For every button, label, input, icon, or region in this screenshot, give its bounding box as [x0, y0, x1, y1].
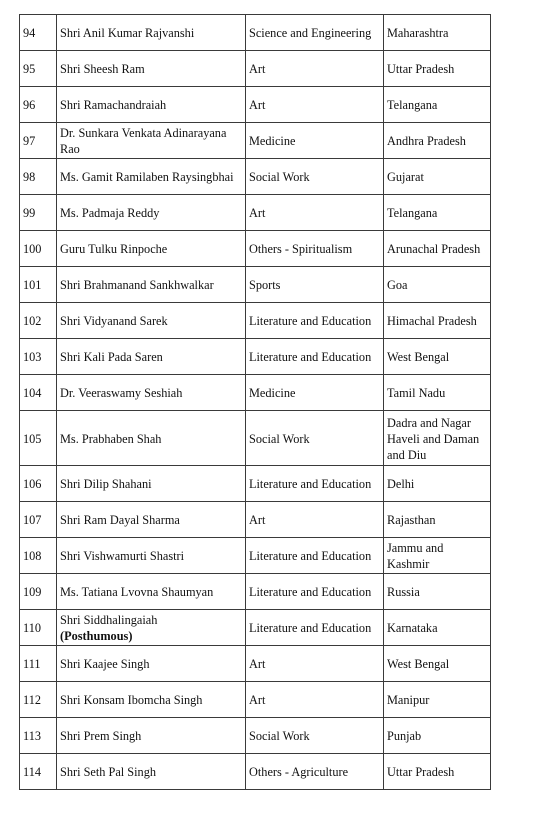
awardee-name-cell — [57, 682, 246, 718]
awardee-name-cell — [57, 267, 246, 303]
serial-number-cell: 108 — [20, 538, 57, 574]
state-cell: Delhi — [384, 466, 491, 502]
awardee-name-cell — [57, 502, 246, 538]
field-cell: Literature and Education — [246, 303, 384, 339]
awardee-name: Shri Konsam Ibomcha Singh — [60, 693, 203, 707]
state-cell: Uttar Pradesh — [384, 754, 491, 790]
table-row — [20, 303, 491, 339]
table-row — [20, 195, 491, 231]
serial-number-cell: 104 — [20, 375, 57, 411]
awardee-name-cell — [57, 87, 246, 123]
state-cell: Maharashtra — [384, 15, 491, 51]
awardees-table — [19, 14, 491, 790]
field-cell: Literature and Education — [246, 339, 384, 375]
serial-number-cell: 103 — [20, 339, 57, 375]
serial-number-cell: 110 — [20, 610, 57, 646]
table-row — [20, 538, 491, 574]
awardee-name-cell — [57, 466, 246, 502]
serial-number-cell: 111 — [20, 646, 57, 682]
awardee-name: Shri Vidyanand Sarek — [60, 314, 168, 328]
state-cell: Manipur — [384, 682, 491, 718]
field-cell: Literature and Education — [246, 574, 384, 610]
field-cell: Medicine — [246, 375, 384, 411]
awardee-name: Ms. Gamit Ramilaben Raysingbhai — [60, 170, 234, 184]
state-cell: Andhra Pradesh — [384, 123, 491, 159]
awardee-name: Shri Ramachandraiah — [60, 98, 167, 112]
field-cell: Others - Spiritualism — [246, 231, 384, 267]
state-cell: Arunachal Pradesh — [384, 231, 491, 267]
state-cell: Russia — [384, 574, 491, 610]
serial-number-cell: 114 — [20, 754, 57, 790]
posthumous-note: (Posthumous) — [60, 629, 133, 643]
table-body — [20, 15, 491, 790]
table-row — [20, 718, 491, 754]
field-cell: Medicine — [246, 123, 384, 159]
table-row — [20, 375, 491, 411]
table-row — [20, 123, 491, 159]
awardee-name-cell — [57, 123, 246, 159]
awardee-name: Dr. Sunkara Venkata Adinarayana Rao — [60, 126, 227, 156]
table-row — [20, 267, 491, 303]
serial-number-cell: 94 — [20, 15, 57, 51]
state-cell: Gujarat — [384, 159, 491, 195]
awardee-name-cell — [57, 303, 246, 339]
field-cell: Art — [246, 646, 384, 682]
field-cell: Art — [246, 502, 384, 538]
awardee-name-cell — [57, 51, 246, 87]
serial-number-cell: 105 — [20, 411, 57, 466]
table-row — [20, 646, 491, 682]
table-row — [20, 574, 491, 610]
table-row — [20, 610, 491, 646]
awardee-name: Shri Kaajee Singh — [60, 657, 150, 671]
state-cell: West Bengal — [384, 339, 491, 375]
serial-number-cell: 106 — [20, 466, 57, 502]
awardee-name: Ms. Padmaja Reddy — [60, 206, 160, 220]
table-row — [20, 339, 491, 375]
field-cell: Science and Engineering — [246, 15, 384, 51]
field-cell: Art — [246, 87, 384, 123]
awardee-name: Ms. Prabhaben Shah — [60, 431, 162, 446]
serial-number-cell: 95 — [20, 51, 57, 87]
serial-number-cell: 102 — [20, 303, 57, 339]
serial-number-cell: 97 — [20, 123, 57, 159]
awardee-name-cell — [57, 538, 246, 574]
field-cell: Social Work — [246, 411, 384, 466]
serial-number-cell: 96 — [20, 87, 57, 123]
state-cell: Uttar Pradesh — [384, 51, 491, 87]
serial-number-cell: 101 — [20, 267, 57, 303]
state-cell: Telangana — [384, 195, 491, 231]
serial-number-cell: 107 — [20, 502, 57, 538]
state-cell: Telangana — [384, 87, 491, 123]
awardee-name-cell — [57, 646, 246, 682]
state-cell: Punjab — [384, 718, 491, 754]
awardee-name-cell — [57, 231, 246, 267]
table-row — [20, 682, 491, 718]
table-row — [20, 466, 491, 502]
awardee-name: Guru Tulku Rinpoche — [60, 242, 168, 256]
awardee-name: Shri Siddhalingaiah — [60, 613, 158, 627]
serial-number-cell: 113 — [20, 718, 57, 754]
table-row — [20, 502, 491, 538]
awardee-name-cell — [57, 159, 246, 195]
serial-number-cell: 109 — [20, 574, 57, 610]
awardee-name-cell — [57, 610, 246, 646]
state-cell: Dadra and Nagar Haveli and Daman and Diu — [384, 411, 491, 466]
field-cell: Literature and Education — [246, 538, 384, 574]
awardee-name-cell — [57, 411, 246, 466]
awardee-name: Shri Anil Kumar Rajvanshi — [60, 26, 195, 40]
table-row — [20, 231, 491, 267]
awardee-name-cell — [57, 574, 246, 610]
table-row — [20, 15, 491, 51]
awardee-name: Ms. Tatiana Lvovna Shaumyan — [60, 585, 214, 599]
field-cell: Others - Agriculture — [246, 754, 384, 790]
field-cell: Art — [246, 195, 384, 231]
awardee-name: Dr. Veeraswamy Seshiah — [60, 386, 183, 400]
table-row — [20, 754, 491, 790]
awardee-name-cell — [57, 718, 246, 754]
serial-number-cell: 112 — [20, 682, 57, 718]
awardee-name: Shri Prem Singh — [60, 729, 142, 743]
awardee-name-cell — [57, 339, 246, 375]
field-cell: Art — [246, 682, 384, 718]
table-row — [20, 87, 491, 123]
field-cell: Social Work — [246, 718, 384, 754]
field-cell: Social Work — [246, 159, 384, 195]
field-cell: Literature and Education — [246, 610, 384, 646]
serial-number-cell: 98 — [20, 159, 57, 195]
table-row — [20, 411, 491, 466]
table-row — [20, 51, 491, 87]
state-cell: Rajasthan — [384, 502, 491, 538]
field-cell: Literature and Education — [246, 466, 384, 502]
state-cell: Goa — [384, 267, 491, 303]
awardee-name-cell — [57, 195, 246, 231]
awardee-name-cell — [57, 375, 246, 411]
awardee-name-cell — [57, 15, 246, 51]
awardee-name: Shri Ram Dayal Sharma — [60, 513, 180, 527]
awardee-name: Shri Vishwamurti Shastri — [60, 549, 185, 563]
serial-number-cell: 100 — [20, 231, 57, 267]
awardee-name-cell — [57, 754, 246, 790]
state-cell: Tamil Nadu — [384, 375, 491, 411]
awardee-name: Shri Kali Pada Saren — [60, 350, 163, 364]
field-cell: Sports — [246, 267, 384, 303]
state-cell: Karnataka — [384, 610, 491, 646]
awardee-name: Shri Dilip Shahani — [60, 477, 152, 491]
table-row — [20, 159, 491, 195]
state-cell: Jammu and Kashmir — [384, 538, 491, 574]
awardee-name: Shri Sheesh Ram — [60, 62, 145, 76]
awardee-name: Shri Seth Pal Singh — [60, 765, 156, 779]
serial-number-cell: 99 — [20, 195, 57, 231]
awardee-name: Shri Brahmanand Sankhwalkar — [60, 278, 214, 292]
field-cell: Art — [246, 51, 384, 87]
state-cell: Himachal Pradesh — [384, 303, 491, 339]
state-cell: West Bengal — [384, 646, 491, 682]
